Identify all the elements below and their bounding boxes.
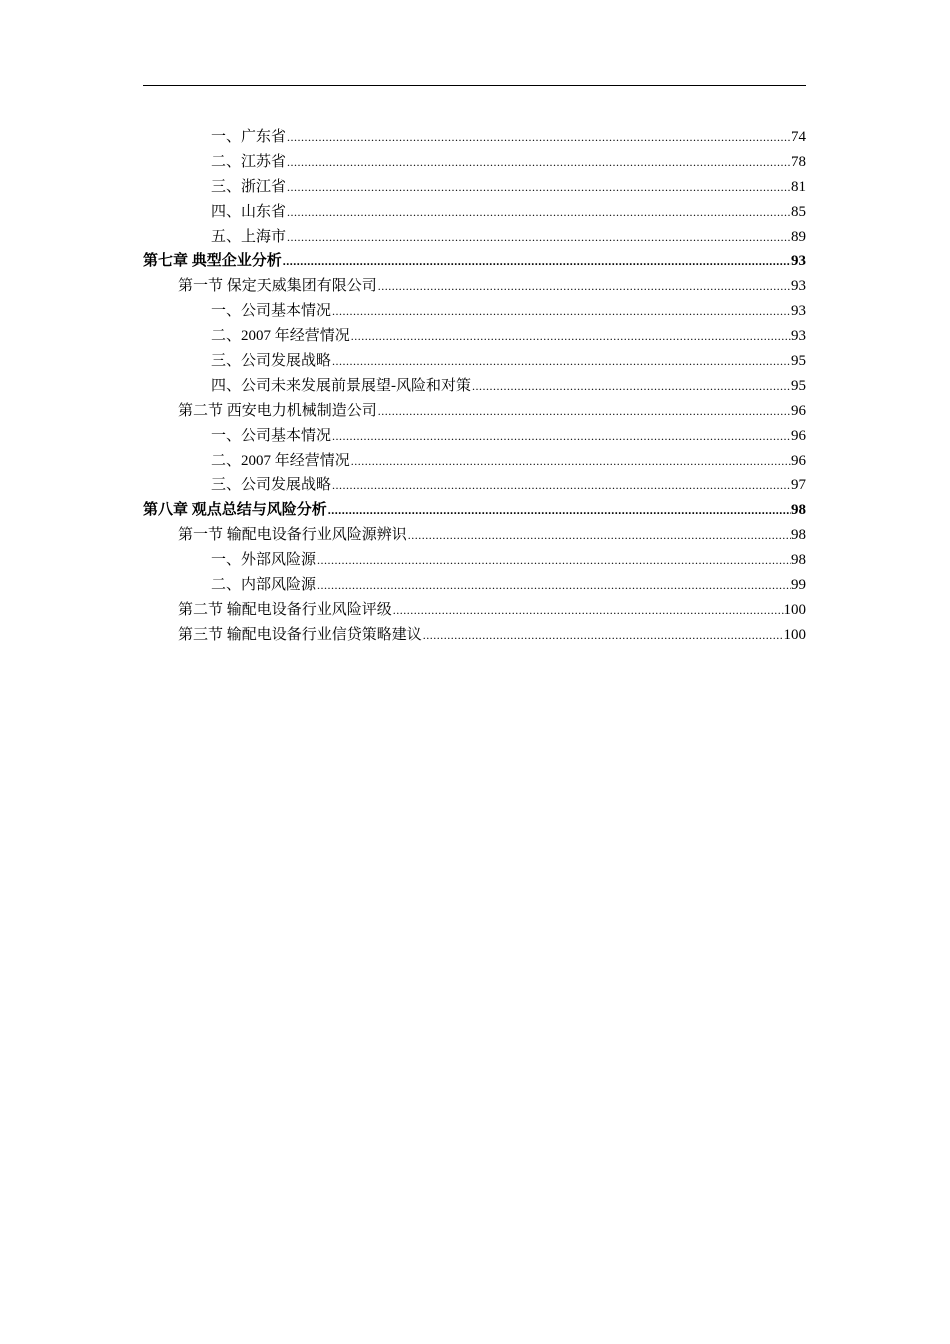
toc-dot-leader	[392, 598, 784, 623]
toc-dot-leader	[316, 573, 791, 598]
toc-page-number: 78	[791, 153, 806, 170]
toc-entry-title: 三、公司发展战略	[211, 477, 332, 494]
toc-entry[interactable]	[143, 473, 806, 498]
toc-entry-title: 二、2007 年经营情况	[211, 328, 350, 345]
toc-entry[interactable]	[143, 200, 806, 225]
toc-dot-leader	[331, 349, 791, 374]
toc-dot-leader	[286, 225, 791, 250]
toc-entry[interactable]	[143, 150, 806, 175]
toc-entry[interactable]	[143, 125, 806, 150]
toc-page-number: 100	[783, 626, 806, 643]
toc-dot-leader	[327, 498, 791, 523]
toc-entry-title: 三、浙江省	[211, 178, 287, 195]
toc-entry-title: 四、公司未来发展前景展望-风险和对策	[211, 377, 471, 394]
toc-entry-title: 第一节 保定天威集团有限公司	[178, 278, 377, 295]
toc-dot-leader	[377, 399, 791, 424]
toc-entry[interactable]	[143, 573, 806, 598]
toc-dot-leader	[471, 374, 791, 399]
header-rule	[143, 85, 806, 86]
toc-dot-leader	[331, 424, 791, 449]
toc-dot-leader	[316, 548, 791, 573]
toc-entry-title: 二、2007 年经营情况	[211, 452, 350, 469]
table-of-contents	[143, 125, 806, 648]
toc-page-number: 97	[791, 477, 806, 494]
toc-entry[interactable]	[143, 449, 806, 474]
toc-page-number: 81	[791, 178, 806, 195]
toc-entry-title: 一、公司基本情况	[211, 303, 332, 320]
toc-page-number: 99	[791, 577, 806, 594]
toc-page-number: 93	[791, 278, 806, 295]
toc-dot-leader	[407, 523, 791, 548]
toc-entry[interactable]	[143, 374, 806, 399]
toc-section-entry[interactable]	[143, 623, 806, 648]
toc-page-number: 96	[791, 402, 806, 419]
toc-dot-leader	[286, 175, 791, 200]
toc-page-number: 95	[791, 353, 806, 370]
toc-dot-leader	[422, 623, 784, 648]
toc-dot-leader	[377, 274, 791, 299]
toc-page-number: 96	[791, 427, 806, 444]
toc-page-number: 98	[791, 527, 806, 544]
toc-chapter-entry[interactable]	[143, 249, 806, 274]
toc-dot-leader	[331, 299, 791, 324]
toc-entry-title: 第二节 西安电力机械制造公司	[178, 402, 377, 419]
toc-page-number: 98	[791, 502, 806, 519]
toc-page-number: 93	[791, 303, 806, 320]
toc-page-number: 85	[791, 203, 806, 220]
toc-entry[interactable]	[143, 225, 806, 250]
toc-section-entry[interactable]	[143, 274, 806, 299]
toc-entry-title: 二、江苏省	[211, 153, 287, 170]
toc-entry-title: 四、山东省	[211, 203, 287, 220]
toc-entry-title: 第二节 输配电设备行业风险评级	[178, 601, 392, 618]
toc-page-number: 96	[791, 452, 806, 469]
toc-page-number: 95	[791, 377, 806, 394]
toc-entry-title: 第三节 输配电设备行业信贷策略建议	[178, 626, 422, 643]
toc-dot-leader	[350, 449, 791, 474]
toc-section-entry[interactable]	[143, 598, 806, 623]
toc-dot-leader	[331, 473, 791, 498]
toc-page-number: 74	[791, 129, 806, 145]
toc-entry[interactable]	[143, 548, 806, 573]
toc-chapter-entry[interactable]	[143, 498, 806, 523]
toc-entry[interactable]	[143, 299, 806, 324]
toc-page-number: 93	[791, 253, 806, 270]
toc-entry-title: 第七章 典型企业分析	[143, 253, 282, 270]
toc-entry-title: 一、广东省	[211, 129, 287, 145]
toc-entry[interactable]	[143, 175, 806, 200]
toc-entry[interactable]	[143, 424, 806, 449]
toc-page-number: 98	[791, 552, 806, 569]
toc-dot-leader	[286, 125, 791, 150]
toc-entry-title: 一、外部风险源	[211, 552, 317, 569]
toc-entry[interactable]	[143, 349, 806, 374]
toc-page-number: 93	[791, 328, 806, 345]
toc-page-number: 100	[783, 601, 806, 618]
toc-entry-title: 第一节 输配电设备行业风险源辨识	[178, 527, 407, 544]
toc-section-entry[interactable]	[143, 523, 806, 548]
toc-section-entry[interactable]	[143, 399, 806, 424]
toc-entry-title: 五、上海市	[211, 228, 287, 245]
toc-entry-title: 三、公司发展战略	[211, 353, 332, 370]
toc-page-number: 89	[791, 228, 806, 245]
toc-dot-leader	[286, 150, 791, 175]
toc-entry-title: 二、内部风险源	[211, 577, 317, 594]
toc-dot-leader	[350, 324, 791, 349]
toc-entry-title: 第八章 观点总结与风险分析	[143, 502, 327, 519]
toc-entry-title: 一、公司基本情况	[211, 427, 332, 444]
toc-dot-leader	[286, 200, 791, 225]
toc-dot-leader	[282, 249, 791, 274]
toc-entry[interactable]	[143, 324, 806, 349]
